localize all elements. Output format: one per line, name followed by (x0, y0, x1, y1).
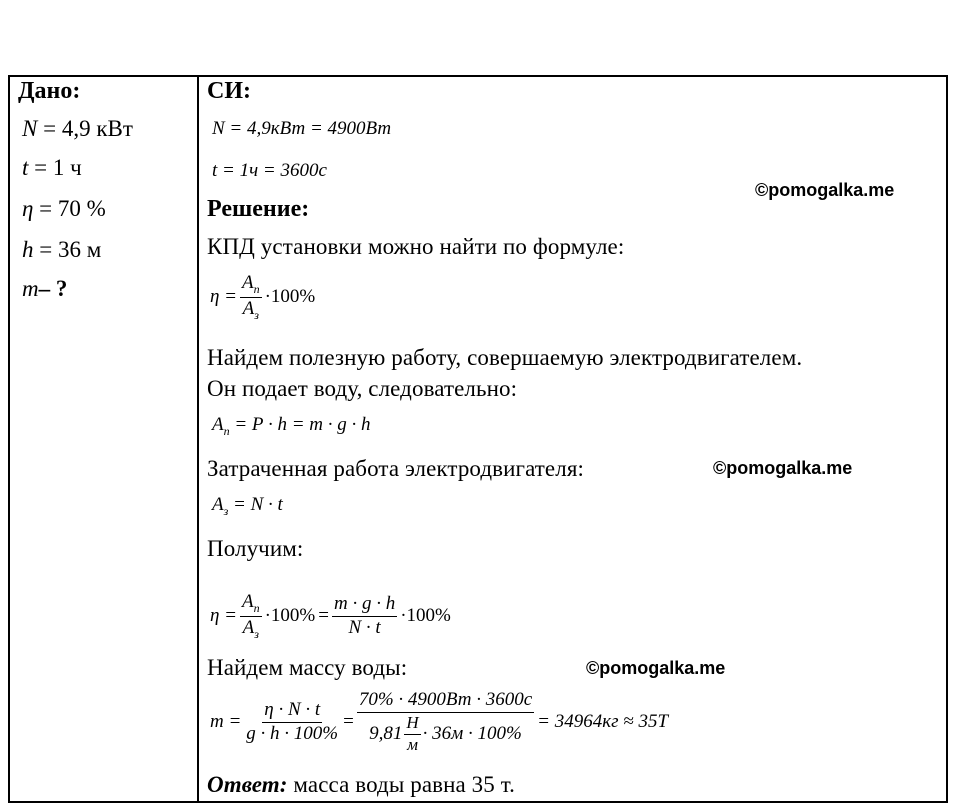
column-divider (197, 75, 199, 803)
useful-work-formula: $A_п = P \cdot h = m \cdot g \cdot h$ (212, 414, 371, 438)
given-power: N = 4,9 кВт (22, 116, 133, 141)
solution-text-2: Найдем полезную работу, совершаемую электродвигателем. (207, 345, 803, 370)
solution-text-6: Найдем массу воды: (207, 655, 408, 680)
solution-text-3: Он подает воду, следовательно: (207, 376, 518, 401)
si-time: t = 1ч = 3600с (212, 160, 327, 181)
si-header: СИ: (207, 78, 251, 104)
mass-formula: m = $\frac{\eta \cdot N \cdot t}{g \cdot h \cdot 100\%}$ = 70% · 4900Вт · 3600с 9,81 $\frac{Н}{м}$ · 36м · 100% = 34964кг ≈ 35Т (210, 689, 669, 754)
given-header: Дано: (18, 78, 81, 104)
watermark-3: ©pomogalka.me (586, 658, 726, 678)
si-power: N = 4,9кВт = 4900Вт (212, 118, 392, 139)
spent-work-formula: $A_з = N \cdot t$ (212, 494, 283, 518)
solution-text-5: Получим: (207, 536, 304, 561)
efficiency-expanded-formula: η = $\frac{A_п}{A_з}$ ·100% = $\frac{m \cdot g \cdot h}{N \cdot t}$ ·100% (210, 591, 451, 641)
given-height: h = 36 м (22, 237, 102, 262)
solution-text-1: КПД установки можно найти по формуле: (207, 234, 625, 259)
given-unknown: m– ? (22, 276, 68, 301)
answer-line: Ответ: масса воды равна 35 т. (207, 772, 515, 797)
given-efficiency: η = 70 % (22, 196, 106, 221)
solution-header: Решение: (207, 196, 310, 222)
solution-text-4: Затраченная работа электродвигателя: (207, 456, 584, 481)
watermark-2: ©pomogalka.me (713, 458, 853, 478)
watermark-1: ©pomogalka.me (755, 180, 895, 200)
given-time: t = 1 ч (22, 155, 82, 180)
efficiency-formula: η = $\frac{A_п}{A_з}$ ·100% (210, 272, 316, 322)
